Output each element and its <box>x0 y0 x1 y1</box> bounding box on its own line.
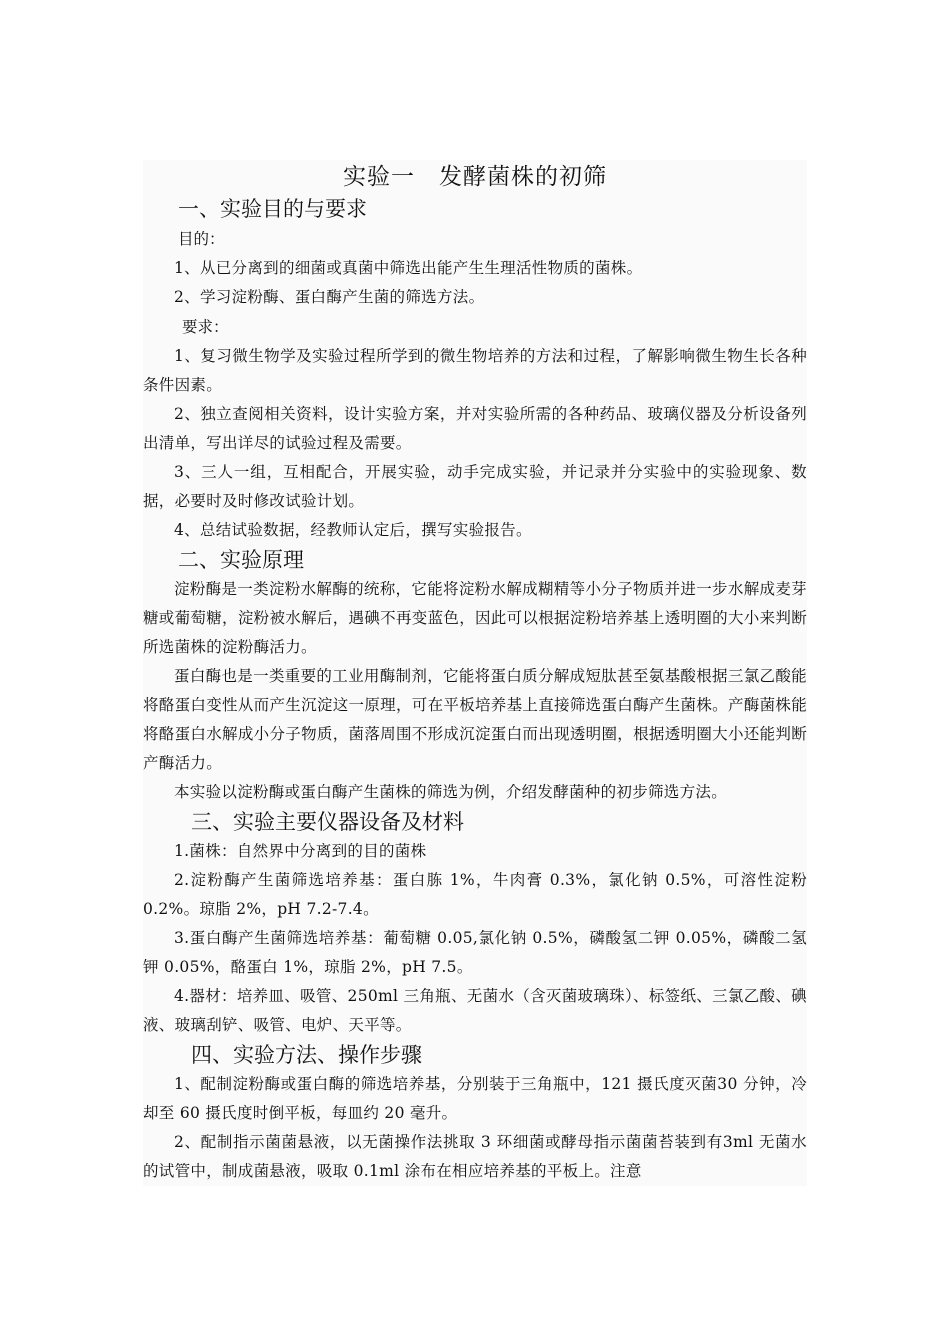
document-body <box>143 160 807 1186</box>
requirement-item: 2、独立查阅相关资料，设计实验方案，并对实验所需的各种药品、玻璃仪器及分析设备列出清单，写出详尽的试验过程及需要。 <box>143 405 807 452</box>
purpose-label: 目的： <box>178 230 225 248</box>
section-heading-4: 四、实验方法、操作步骤 <box>191 1043 422 1067</box>
requirement-item: 1、复习微生物学及实验过程所学到的微生物培养的方法和过程，了解影响微生物生长各种条件因素。 <box>143 347 807 394</box>
purpose-item: 1、从已分离到的细菌或真菌中筛选出能产生生理活性物质的菌株。 <box>174 259 643 277</box>
principle-paragraph: 本实验以淀粉酶或蛋白酶产生菌株的筛选为例，介绍发酵菌种的初步筛选方法。 <box>174 783 728 801</box>
material-item: 4.器材：培养皿、吸管、250ml 三角瓶、无菌水（含灭菌玻璃珠）、标签纸、三氯乙酸、碘液、玻璃刮铲、吸管、电炉、天平等。 <box>143 987 807 1034</box>
principle-paragraph: 蛋白酶也是一类重要的工业用酶制剂，它能将蛋白质分解成短肽甚至氨基酸根据三氯乙酸能将酪蛋白变性从而产生沉淀这一原理，可在平板培养基上直接筛选蛋白酶产生菌株。产酶菌株能将酪蛋白水解成小分子物质，菌落周围不形成沉淀蛋白而出现透明圈，根据透明圈大小还能判断产酶活力。 <box>143 667 807 772</box>
section-heading-1: 一、实验目的与要求 <box>178 197 367 221</box>
requirements-label: 要求： <box>182 318 229 336</box>
material-item: 3.蛋白酶产生菌筛选培养基：葡萄糖 0.05,氯化钠 0.5%，磷酸氢二钾 0.05%，磷酸二氢钾 0.05%，酪蛋白 1%，琼脂 2%，pH 7.5。 <box>143 929 807 976</box>
material-item: 1.菌株：自然界中分离到的目的菌株 <box>174 842 427 860</box>
section-heading-3: 三、实验主要仪器设备及材料 <box>191 810 464 834</box>
purpose-item: 2、学习淀粉酶、蛋白酶产生菌的筛选方法。 <box>174 288 485 306</box>
requirement-item: 3、三人一组，互相配合，开展实验，动手完成实验，并记录并分实验中的实验现象、数据，必要时及时修改试验计划。 <box>143 463 807 510</box>
method-step: 2、配制指示菌菌悬液，以无菌操作法挑取 3 环细菌或酵母指示菌菌苔装到有3ml 无菌水的试管中，制成菌悬液，吸取 0.1ml 涂布在相应培养基的平板上。注意 <box>143 1133 807 1180</box>
material-item: 2.淀粉酶产生菌筛选培养基：蛋白胨 1%，牛肉膏 0.3%，氯化钠 0.5%，可溶性淀粉 0.2%。琼脂 2%，pH 7.2-7.4。 <box>143 871 807 918</box>
principle-paragraph: 淀粉酶是一类淀粉水解酶的统称，它能将淀粉水解成糊精等小分子物质并进一步水解成麦芽糖或葡萄糖，淀粉被水解后，遇碘不再变蓝色，因此可以根据淀粉培养基上透明圈的大小来判断所选菌株的淀粉酶活力。 <box>143 580 807 656</box>
page-title: 实验一 发酵菌株的初筛 <box>343 164 607 190</box>
method-step: 1、配制淀粉酶或蛋白酶的筛选培养基，分别装于三角瓶中，121 摄氏度灭菌30 分钟，冷却至 60 摄氏度时倒平板，每皿约 20 毫升。 <box>143 1075 807 1122</box>
requirement-item: 4、总结试验数据，经教师认定后，撰写实验报告。 <box>174 521 532 539</box>
section-heading-2: 二、实验原理 <box>178 548 304 572</box>
